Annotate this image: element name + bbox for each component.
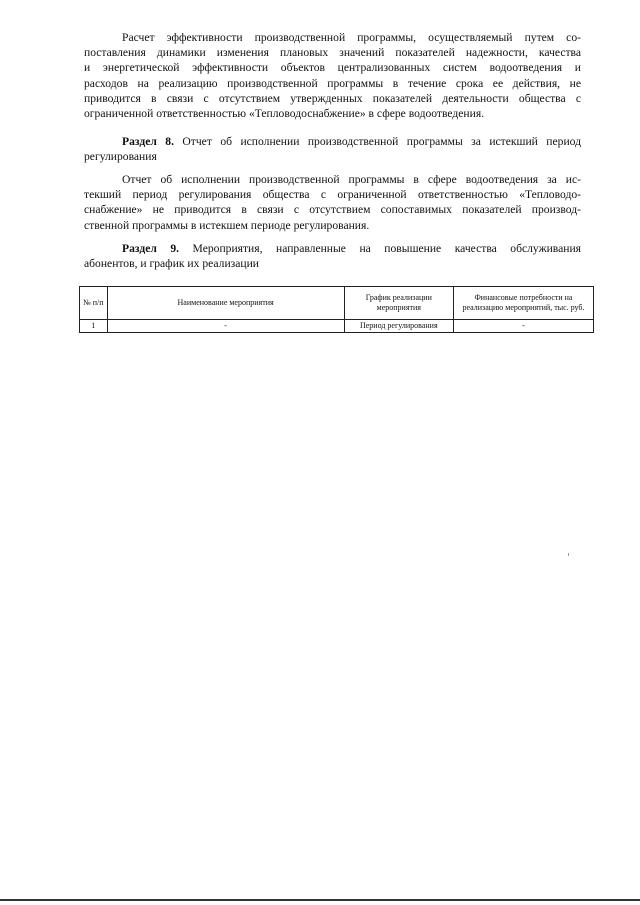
heading-line (84, 241, 581, 256)
section8-label: Раздел 8. (122, 135, 174, 148)
cell-num: 1 (80, 320, 108, 333)
text-line: Расчет эффективности производственной программы, осуществляемый путем со- (122, 31, 581, 44)
cell-finance: - (453, 320, 593, 333)
section8-title: Отчет об исполнении производственной программы за истекший период (173, 135, 581, 148)
heading-line (84, 134, 581, 149)
scan-edge-line (0, 899, 640, 901)
section8-body (84, 172, 581, 233)
text-line: ственной программы в истекшем периоде регулирования. (84, 218, 370, 232)
text-line: Отчет об исполнении производственной программы в сфере водоотведения за ис- (122, 173, 581, 186)
scan-speck (568, 553, 569, 556)
section9-heading (84, 241, 581, 271)
heading-line: абонентов, и график их реализации (84, 257, 259, 271)
text-line: снабжение» не приводится в связи с отсутствием сопоставимых показателей производ- (84, 203, 581, 217)
cell-name: - (107, 320, 344, 333)
header-finance: Финансовые потребности на реализацию мероприятий, тыс. руб. (453, 287, 593, 320)
text-line: расходов на реализацию производственной программы в течение срока ее действия, не (84, 76, 581, 90)
section9-label: Раздел 9. (122, 242, 180, 255)
table-header-row (80, 287, 594, 320)
heading-line: регулирования (84, 150, 157, 164)
measures-table (79, 286, 594, 333)
text-line: ограниченной ответственностью «Тепловодоснабжение» в сфере водоотведения. (84, 107, 485, 121)
header-schedule: График реализации мероприятия (344, 287, 453, 320)
table-row (80, 320, 594, 333)
text-line: приводится в связи с отсутствием утвержденных показателей деятельности общества с (84, 91, 581, 105)
intro-paragraph (84, 30, 581, 121)
header-name: Наименование мероприятия (107, 287, 344, 320)
section9-title: Мероприятия, направленные на повышение качества обслуживания (179, 242, 581, 255)
section8-heading (84, 134, 581, 164)
cell-schedule: Период регулирования (344, 320, 453, 333)
text-line: поставления динамики изменения плановых значений показателей надежности, качества (84, 46, 581, 60)
text-line: текший период регулирования общества с ограниченной ответственностью «Тепловодо- (84, 188, 581, 202)
text-line: и энергетической эффективности объектов централизованных систем водоотведения и (84, 61, 581, 75)
header-num: № п/п (80, 287, 108, 320)
